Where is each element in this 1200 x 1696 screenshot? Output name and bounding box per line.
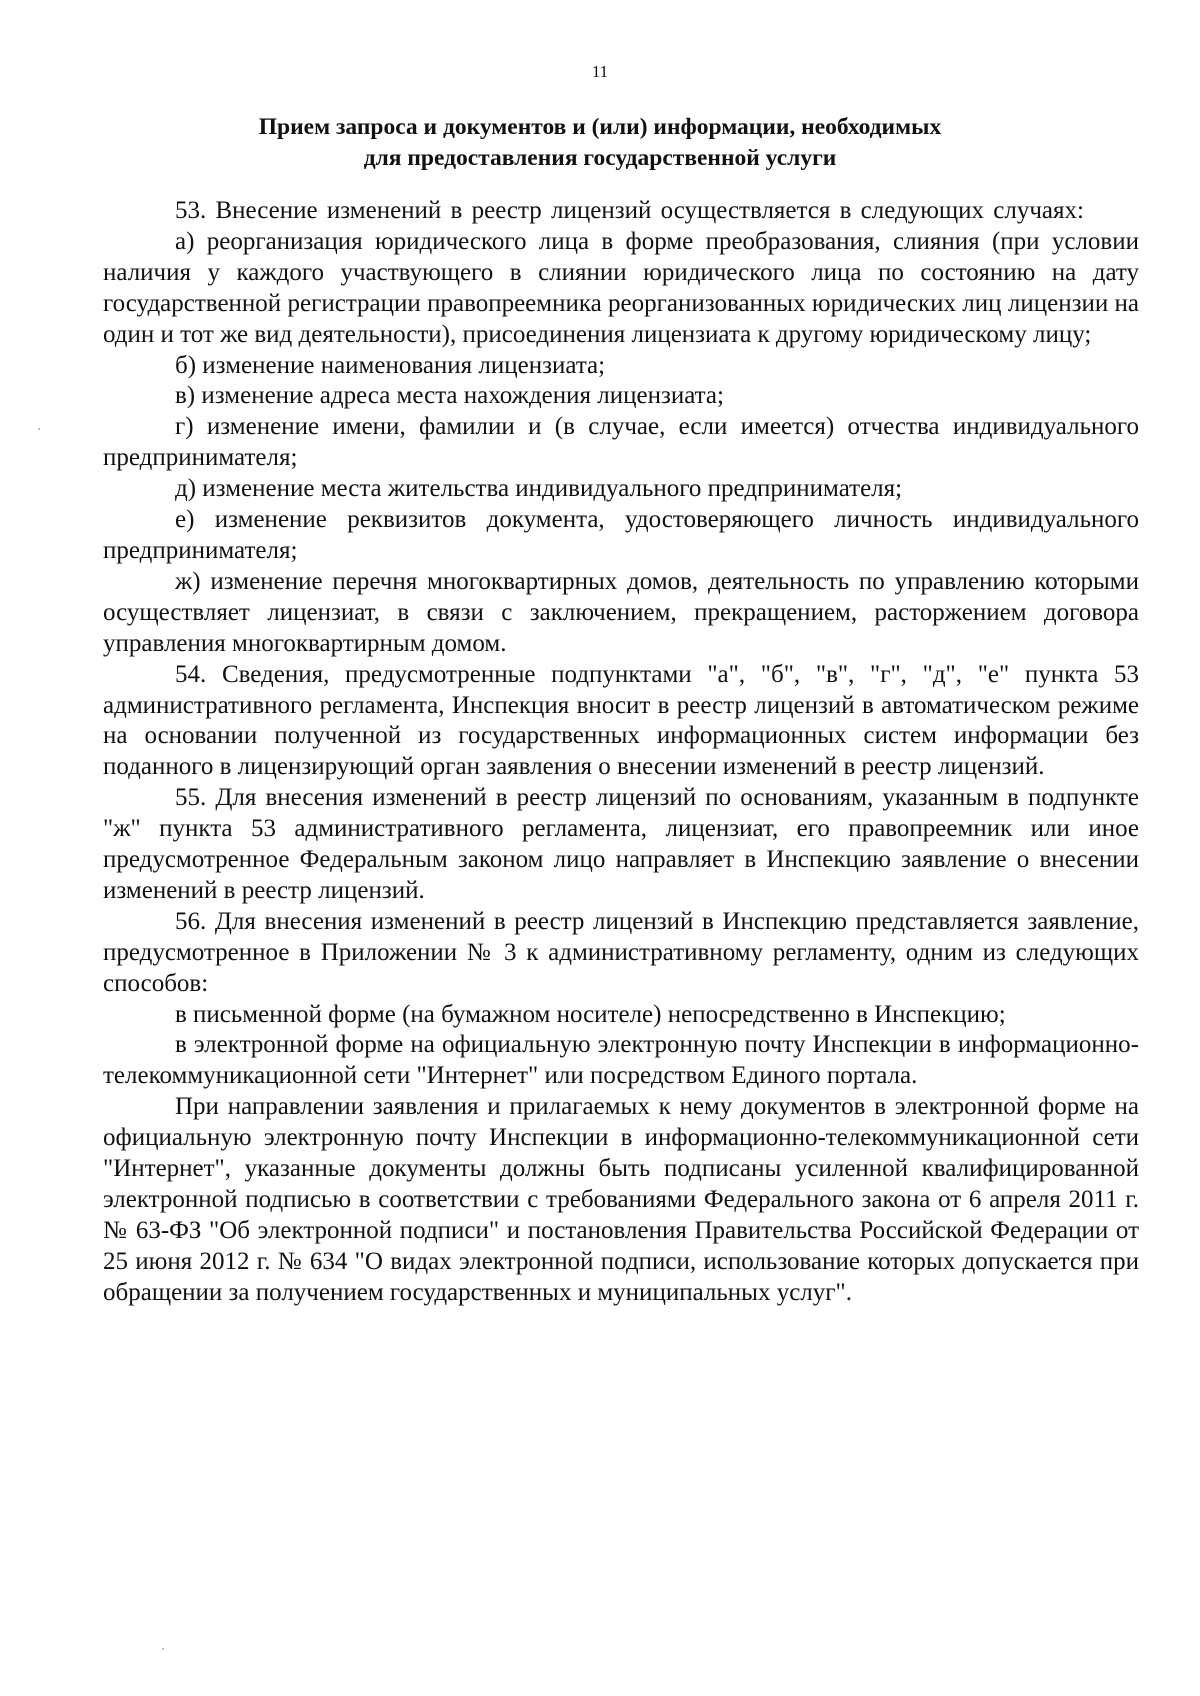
document-body — [103, 196, 1139, 1309]
paragraph-55: 55. Для внесения изменений в реестр лицензий по основаниям, указанным в подпункте "ж" пункта 53 административного регламента, лицензиат, его правопреемник или иное предусмотренное Федеральным законом лицо направляет в Инспекцию заявление о внесении изменений в реестр лицензий. — [103, 784, 1139, 904]
paragraph-53-b: б) изменение наименования лицензиата; — [175, 351, 606, 379]
paragraph-53-zh: ж) изменение перечня многоквартирных домов, деятельность по управлению которыми осуществляет лицензиат, в связи с заключением, прекращением, расторжением договора управления многоквартирным домом. — [103, 567, 1139, 657]
paragraph-56: 56. Для внесения изменений в реестр лицензий в Инспекцию представляется заявление, предусмотренное в Приложении № 3 к административному регламенту, одним из следующих способов: — [103, 907, 1139, 997]
paragraph-53-e: е) изменение реквизитов документа, удостоверяющего личность индивидуального предпринимателя; — [103, 506, 1139, 564]
paragraph-53-d: д) изменение места жительства индивидуального предпринимателя; — [175, 475, 903, 503]
scan-speck — [38, 428, 40, 430]
paragraph-53-g: г) изменение имени, фамилии и (в случае, если имеется) отчества индивидуального предпринимателя; — [103, 413, 1139, 472]
paragraph-53: 53. Внесение изменений в реестр лицензий осуществляется в следующих случаях: — [175, 197, 1084, 224]
scan-speck — [162, 1648, 164, 1650]
paragraph-53-a: а) реорганизация юридического лица в форме преобразования, слияния (при условии наличия у каждого участвующего в слиянии юридического лица по состоянию на дату государственной регистрации правопреемника реорганизованных юридических лиц лицензии на один и тот же вид деятельности), присоединения лицензиата к другому юридическому лицу; — [103, 227, 1139, 348]
paragraph-electronic-signature: При направлении заявления и прилагаемых к нему документов в электронной форме на официальную электронную почту Инспекции в информационно-телекоммуникационной сети "Интернет", указанные документы должны быть подписаны усиленной квалифицированной электронной подписью в соответствии с требованиями Федерального закона от 6 апреля 2011 г. № 63-ФЗ "Об электронной подписи" и постановления Правительства Российской Федерации от 25 июня 2012 г. № 634 "О видах электронной подписи, использование которых допускается при обращении за получением государственных и муниципальных услуг". — [103, 1093, 1139, 1306]
paragraph-56-written: в письменной форме (на бумажном носителе) непосредственно в Инспекцию; — [175, 1000, 1006, 1028]
page-number: 11 — [591, 62, 609, 81]
section-heading-line-2: для предоставления государственной услуги — [363, 145, 837, 171]
paragraph-53-v: в) изменение адреса места нахождения лицензиата; — [175, 382, 724, 410]
section-heading — [0, 112, 1200, 174]
paragraph-54: 54. Сведения, предусмотренные подпунктами "а", "б", "в", "г", "д", "е" пункта 53 административного регламента, Инспекция вносит в реестр лицензий в автоматическом режиме на основании полученной из государственных информационных систем информации без поданного в лицензирующий орган заявления о внесении изменений в реестр лицензий. — [103, 660, 1139, 781]
paragraph-56-electronic: в электронной форме на официальную электронную почту Инспекции в информационно-телекоммуникационной сети "Интернет" или посредством Единого портала. — [103, 1031, 1139, 1090]
section-heading-line-1: Прием запроса и документов и (или) информации, необходимых — [258, 114, 942, 140]
